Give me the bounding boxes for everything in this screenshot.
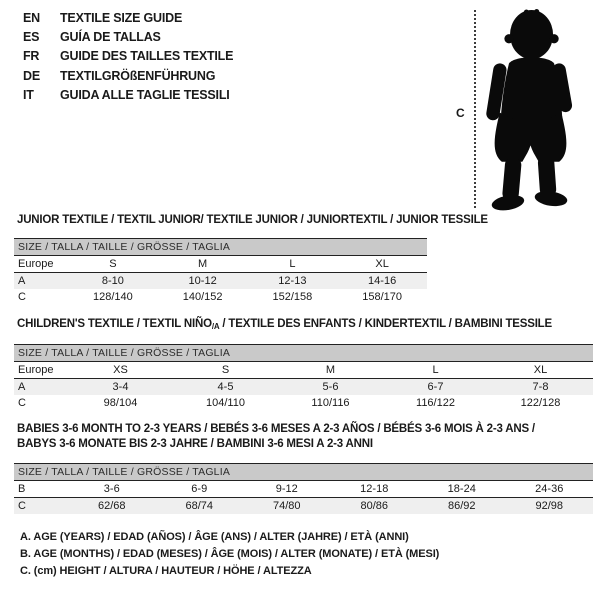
height-cell: 74/80 — [272, 500, 301, 512]
language-code: DE — [23, 68, 40, 83]
height-cell: 104/110 — [206, 397, 245, 409]
language-code: FR — [23, 49, 40, 64]
age-cell: 10-12 — [188, 275, 217, 287]
size-header-bar: SIZE / TALLA / TAILLE / GRÖSSE / TAGLIA — [14, 344, 593, 362]
height-cell: 122/128 — [520, 397, 561, 409]
language-title: GUÍA DE TALLAS — [60, 30, 161, 45]
footnote-c: C. (cm) HEIGHT / ALTURA / HAUTEUR / HÖHE / ALTEZZA — [20, 565, 312, 577]
toddler-silhouette-icon — [480, 8, 580, 213]
height-figure — [450, 6, 600, 216]
size-cell: XL — [533, 364, 548, 376]
height-cell: 62/68 — [97, 500, 126, 512]
age-cell: 12-13 — [278, 275, 307, 287]
language-title: TEXTILE SIZE GUIDE — [60, 11, 183, 25]
table-title-line1: BABIES 3-6 MONTH TO 2-3 YEARS / BEBÉS 3-6 MESES A 2-3 AÑOS / BÉBÉS 3-6 MOIS À 2-3 ANS / — [17, 423, 535, 435]
age-cell: 6-9 — [191, 483, 208, 495]
language-list — [23, 9, 233, 105]
row-label: B — [18, 483, 26, 495]
table-row-age — [14, 273, 427, 289]
height-cell: 92/98 — [535, 500, 564, 512]
language-row-fr — [23, 47, 233, 66]
age-cell: 4-5 — [217, 381, 234, 393]
row-label: C — [18, 291, 26, 303]
size-header-bar: SIZE / TALLA / TAILLE / GRÖSSE / TAGLIA — [14, 238, 427, 256]
size-cell: M — [198, 258, 208, 270]
table-row-height — [14, 498, 593, 514]
height-cell: 158/170 — [362, 291, 402, 303]
row-label: C — [18, 397, 26, 409]
age-cell: 8-10 — [101, 275, 124, 287]
row-label: Europe — [18, 258, 54, 270]
height-dotted-line — [474, 10, 476, 208]
language-row-es — [23, 28, 233, 47]
height-cell: 110/116 — [311, 397, 350, 409]
row-label: Europe — [18, 364, 54, 376]
age-cell: 12-18 — [360, 483, 389, 495]
language-row-de — [23, 67, 233, 86]
height-cell: 80/86 — [360, 500, 389, 512]
size-cell: L — [432, 364, 439, 376]
height-label-c: C — [456, 106, 465, 120]
age-cell: 18-24 — [447, 483, 476, 495]
language-title: GUIDE DES TAILLES TEXTILE — [60, 49, 234, 64]
language-title: GUIDA ALLE TAGLIE TESSILI — [60, 87, 230, 102]
age-cell: 6-7 — [427, 381, 444, 393]
table-title: JUNIOR TEXTILE / TEXTIL JUNIOR/ TEXTILE JUNIOR / JUNIORTEXTIL / JUNIOR TESSILE — [17, 214, 488, 226]
table-row-age-months — [14, 481, 593, 498]
height-cell: 86/92 — [447, 500, 476, 512]
language-title: TEXTILGRÖßENFÜHRUNG — [60, 68, 216, 83]
row-label: A — [18, 275, 26, 287]
height-cell: 116/122 — [416, 397, 455, 409]
height-cell: 140/152 — [182, 291, 223, 303]
height-cell: 128/140 — [92, 291, 133, 303]
table-row-europe — [14, 256, 427, 273]
language-row-en — [23, 9, 233, 28]
age-cell: 7-8 — [532, 381, 549, 393]
age-cell: 14-16 — [368, 275, 397, 287]
height-cell: 98/104 — [103, 397, 138, 409]
table-title — [17, 422, 593, 452]
row-label: A — [18, 381, 26, 393]
age-cell: 24-36 — [535, 483, 564, 495]
language-code: EN — [23, 11, 40, 25]
size-cell: XS — [113, 364, 128, 376]
language-row-it — [23, 86, 233, 105]
size-header-bar: SIZE / TALLA / TAILLE / GRÖSSE / TAGLIA — [14, 463, 593, 481]
footnote-b: B. AGE (MONTHS) / EDAD (MESES) / ÂGE (MOIS) / ALTER (MONATE) / ETÀ (MESI) — [20, 548, 440, 560]
size-cell: S — [109, 258, 117, 270]
table-title-text: / TEXTILE DES ENFANTS / KINDERTEXTIL / BAMBINI TESSILE — [219, 318, 552, 330]
size-cell: L — [289, 258, 296, 270]
size-cell: S — [221, 364, 230, 376]
table-title — [17, 318, 593, 333]
size-table-junior — [14, 214, 488, 305]
age-cell: 3-6 — [103, 483, 120, 495]
height-cell: 152/158 — [272, 291, 313, 303]
language-code: IT — [23, 87, 34, 102]
row-label: C — [18, 500, 26, 512]
height-cell: 68/74 — [185, 500, 214, 512]
size-table-children — [14, 318, 593, 411]
table-title-line2: BABYS 3-6 MONATE BIS 2-3 JAHRE / BAMBINI 3-6 MESI A 2-3 ANNI — [17, 438, 373, 450]
language-code: ES — [23, 30, 40, 45]
age-cell: 3-4 — [112, 381, 129, 393]
table-row-europe — [14, 362, 593, 379]
size-cell: XL — [375, 258, 389, 270]
footnote-a: A. AGE (YEARS) / EDAD (AÑOS) / ÂGE (ANS) / ALTER (JAHRE) / ETÀ (ANNI) — [20, 531, 409, 543]
table-title-text: CHILDREN'S TEXTILE / TEXTIL NIÑO — [17, 318, 212, 330]
age-cell: 5-6 — [322, 381, 339, 393]
table-row-height — [14, 395, 593, 411]
footnotes — [20, 529, 439, 580]
age-cell: 9-12 — [275, 483, 298, 495]
size-table-babies — [14, 422, 593, 514]
size-cell: M — [325, 364, 336, 376]
table-row-height — [14, 289, 427, 305]
table-title-subscript: /A — [211, 322, 220, 331]
table-row-age — [14, 379, 593, 395]
